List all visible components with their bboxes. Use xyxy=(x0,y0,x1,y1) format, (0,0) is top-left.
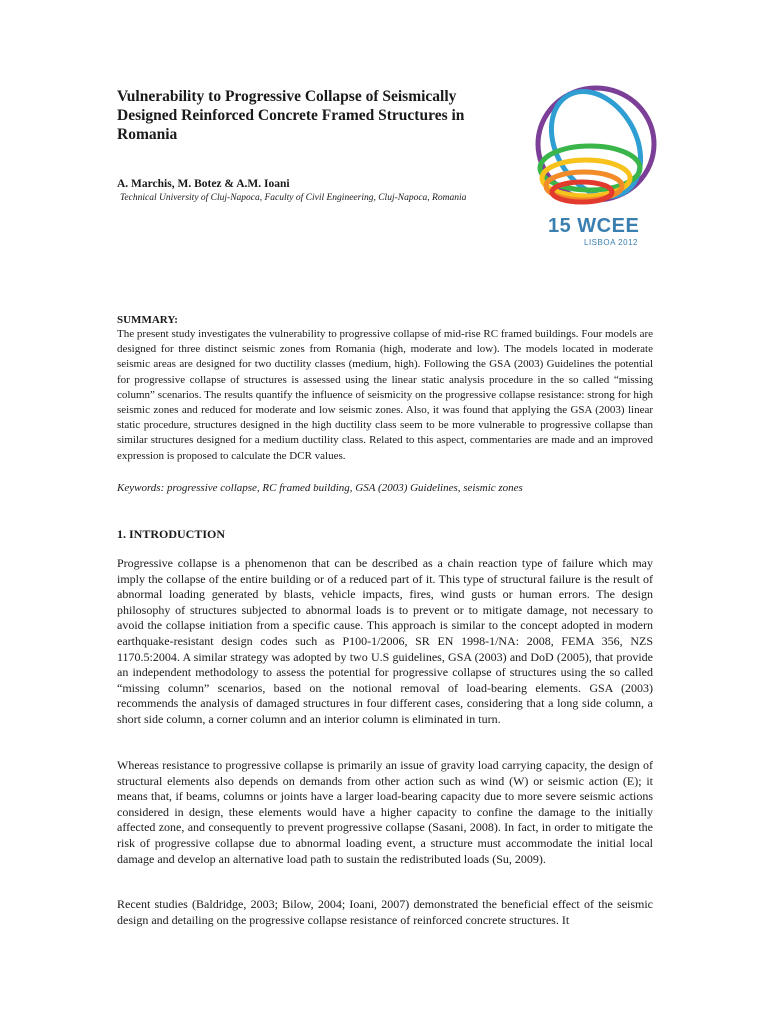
paragraph: Recent studies (Baldridge, 2003; Bilow, 2004; Ioani, 2007) demonstrated the beneficial effect of the seismic design and detailing on the progressive collapse resistance of reinforced concrete structures. It xyxy=(117,897,653,927)
paragraph: Whereas resistance to progressive collapse is primarily an issue of gravity load carrying capacity, the design of structural elements also depends on demands from other action such as wind (W) or seismic action (E); it means that, if beams, columns or joints have a larger load-bearing capacity due to more severe seismic actions considered in design, these elements would have a higher capacity to confine the damage to the initially affected zone, and consequently to prevent progressive collapse (Sasani, 2008). In fact, in order to mitigate the risk of progressive collapse due to abnormal loading event, a structure must accommodate the initial local damage and develop an alternative load path to sustain the redistributed loads (Su, 2009). xyxy=(117,758,653,866)
paper-affiliation: Technical University of Cluj-Napoca, Faculty of Civil Engineering, Cluj-Napoca, Romania xyxy=(120,193,467,203)
logo-text-main: 15 WCEE xyxy=(548,215,640,237)
paper-authors: A. Marchis, M. Botez & A.M. Ioani xyxy=(117,178,290,190)
logo-text-sub: LISBOA 2012 xyxy=(584,238,638,247)
keywords: Keywords: progressive collapse, RC framed building, GSA (2003) Guidelines, seismic zones xyxy=(117,482,523,494)
paragraph: Progressive collapse is a phenomenon that can be described as a chain reaction type of failure which may imply the collapse of the entire building or of a reduced part of it. This type of structural failure is the result of abnormal loading generated by blasts, vehicle impacts, fires, wind gusts or human errors. The design philosophy of structures subjected to abnormal loads is to prevent or to mitigate damage, not necessary to avoid the collapse initiation from a specific cause. This approach is similar to the concept adopted in modern earthquake-resistant design codes such as P100-1/2006, SR EN 1998-1/NA: 2008, FEMA 356, NZS 1170.5:2004. A similar strategy was adopted by two U.S guidelines, GSA (2003) and DoD (2005), that provide an independent methodology to assess the potential for progressive collapse of structures using the so called “missing column” scenarios, based on the notional removal of load-bearing elements. GSA (2003) recommends the analysis of damaged structures in four different cases, considering that a long side column, a short side column, a corner column and an interior column is eliminated in turn. xyxy=(117,556,653,726)
section-heading: 1. INTRODUCTION xyxy=(117,527,226,541)
globe-rings-icon xyxy=(528,78,658,218)
conference-logo xyxy=(528,78,658,253)
summary-heading: SUMMARY: xyxy=(117,314,178,326)
paper-title: Vulnerability to Progressive Collapse of Seismically Designed Reinforced Concrete Framed Structures in Romania xyxy=(117,88,465,143)
summary-text: The present study investigates the vulnerability to progressive collapse of mid-rise RC framed buildings. Four models are designed for three distinct seismic zones from Romania (high, moderate and low). The models located in moderate seismic areas are designed for two ductility classes (medium, high). Following the GSA (2003) Guidelines the potential for progressive collapse of structures is assessed using the linear static analysis procedure in the so called “missing column” scenarios. The results quantify the influence of seismicity on the progressive collapse resistance: strong for high seismic zones and reduced for moderate and low seismic zones. Also, it was found that applying the GSA (2003) linear static procedure, structures designed in the high ductility class seem to be more vulnerable to progressive collapse than similar structures designed for a medium ductility class. Related to this aspect, commentaries are made and an improved expression is proposed to calculate the DCR values. xyxy=(117,328,653,462)
